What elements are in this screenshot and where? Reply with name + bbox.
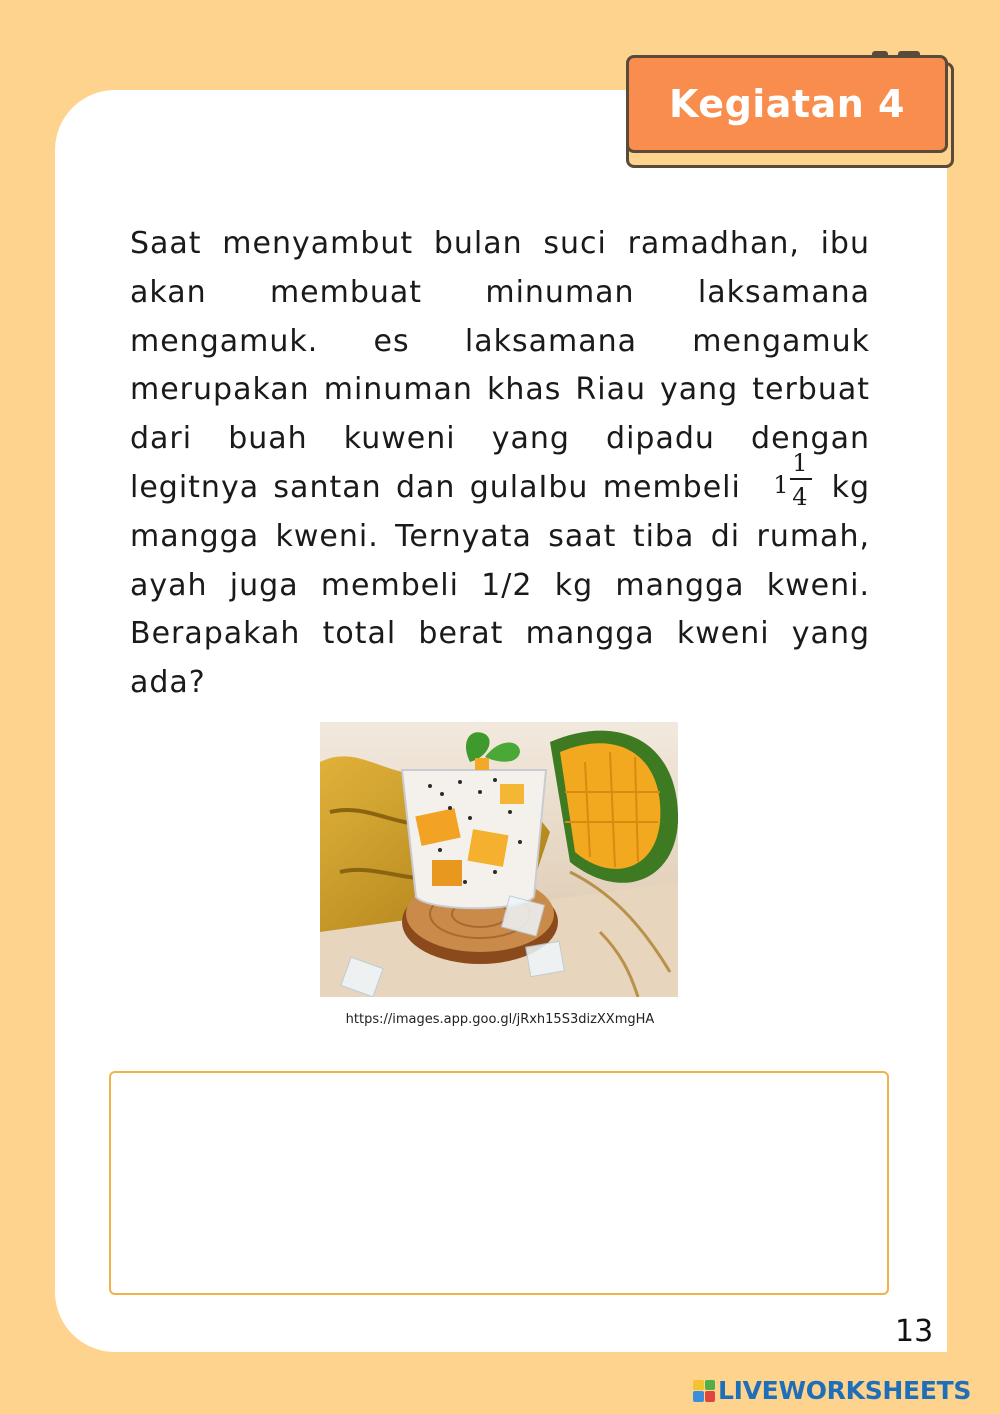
problem-text-before: Saat menyambut bulan suci ramadhan, ibu akan membuat minuman laksamana mengamuk. es laksamana mengamuk merupakan minuman khas Riau yang terbuat dari buah kuweni yang dipadu dengan legitnya santan dan gulaIbu membeli	[130, 226, 870, 505]
liveworksheets-logo	[693, 1376, 971, 1405]
page-number: 13	[895, 1314, 934, 1349]
mixed-fraction	[755, 448, 817, 511]
image-source-caption: https://images.app.goo.gl/jRxh15S3dizXXmgHA	[345, 1012, 655, 1027]
mango-drink-photo	[320, 722, 678, 997]
problem-text	[130, 220, 870, 708]
answer-input-box[interactable]	[109, 1071, 889, 1295]
problem-text-after: kg mangga kweni. Ternyata saat tiba di rumah, ayah juga membeli 1/2 kg mangga kweni. Berapakah total berat mangga kweni yang ada?	[130, 469, 870, 701]
fraction-numerator: 1	[792, 448, 809, 477]
activity-title: Kegiatan 4	[669, 82, 905, 126]
liveworksheets-logo-icon	[693, 1380, 715, 1402]
fraction-whole: 1	[773, 470, 790, 499]
liveworksheets-brand-text: LIVEWORKSHEETS	[718, 1376, 972, 1405]
activity-badge	[626, 55, 948, 153]
fraction-denominator: 4	[792, 482, 809, 511]
fraction-bar	[790, 478, 812, 480]
